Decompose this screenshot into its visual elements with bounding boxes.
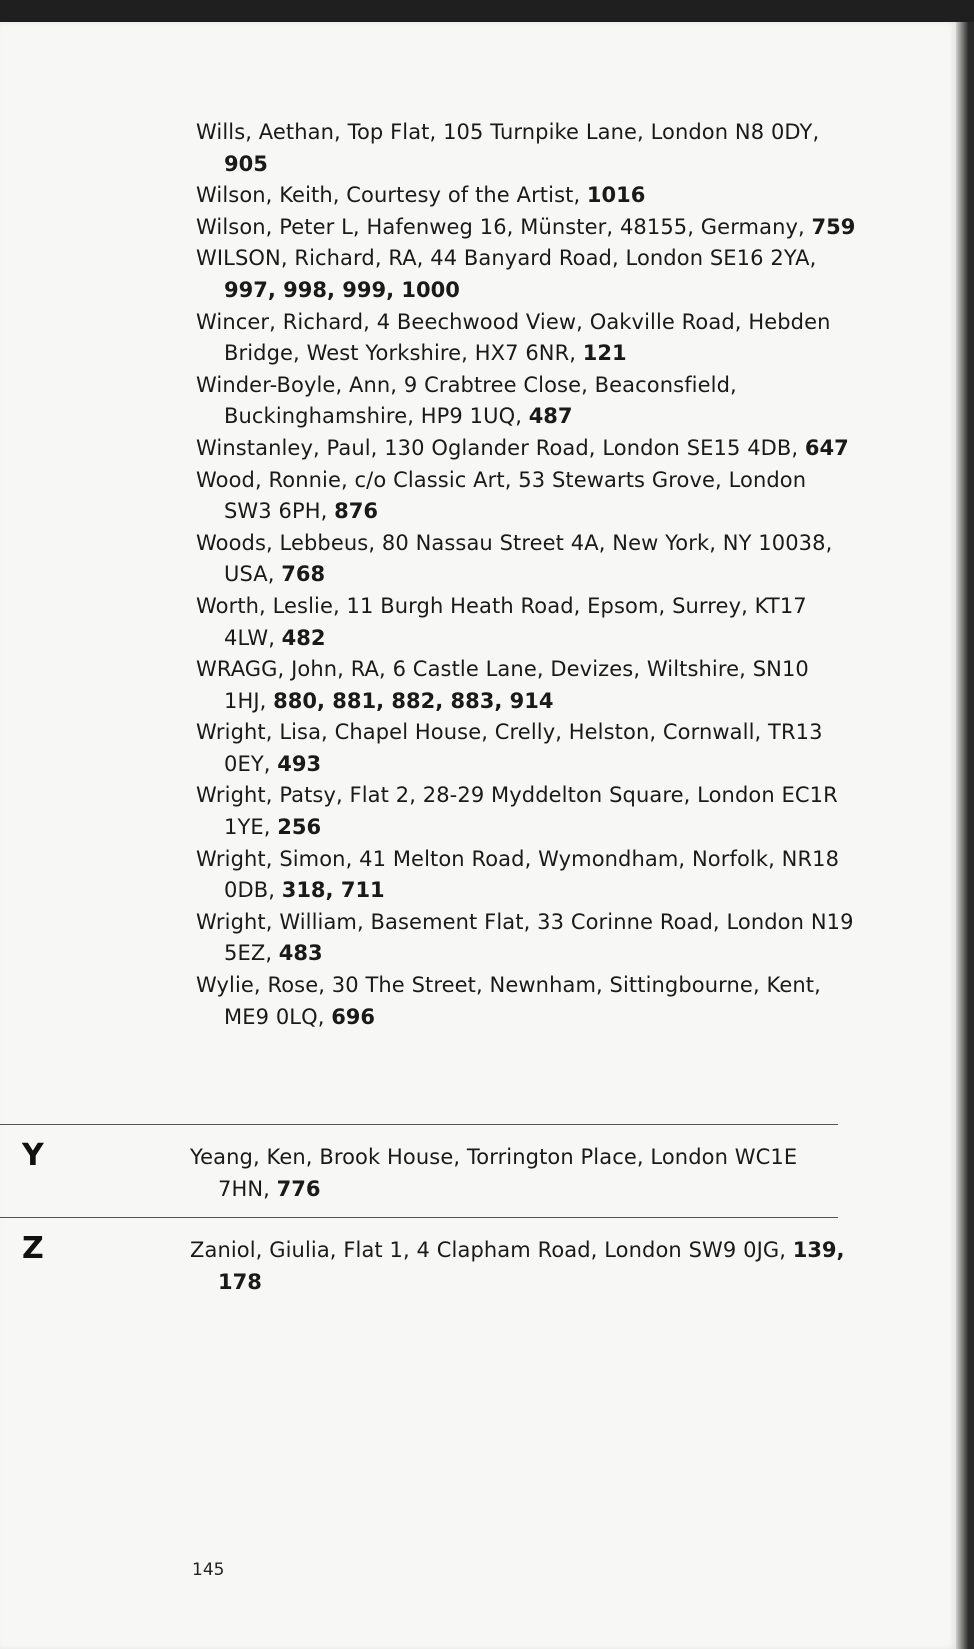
entry-pages: 487	[528, 404, 573, 429]
index-entry	[196, 180, 856, 212]
section-letter: Z	[22, 1231, 44, 1266]
index-entry	[190, 1142, 850, 1205]
entry-text: Wilson, Peter L, Hafenweg 16, Münster, 48155, Germany,	[196, 214, 805, 239]
index-entry	[196, 970, 856, 1033]
index-entry	[196, 780, 856, 843]
entry-text: Wood, Ronnie, c/o Classic Art, 53 Stewarts Grove, London SW3 6PH,	[196, 467, 807, 524]
entry-text: Wylie, Rose, 30 The Street, Newnham, Sittingbourne, Kent, ME9 0LQ,	[196, 973, 821, 1029]
entry-text: Wright, William, Basement Flat, 33 Corinne Road, London N19 5EZ,	[196, 909, 854, 966]
entry-pages: 256	[277, 815, 322, 840]
entry-text: Winder-Boyle, Ann, 9 Crabtree Close, Beaconsfield, Buckinghamshire, HP9 1UQ,	[196, 372, 737, 429]
entry-pages: 696	[331, 1004, 376, 1029]
section-divider	[0, 1124, 838, 1125]
entry-pages: 121	[582, 341, 627, 366]
entry-text: Yeang, Ken, Brook House, Torrington Place, London WC1E 7HN,	[190, 1145, 798, 1201]
index-entry	[196, 907, 856, 970]
entry-pages: 493	[277, 751, 322, 776]
index-entry	[196, 591, 856, 654]
entry-text: Wilson, Keith, Courtesy of the Artist,	[196, 183, 581, 208]
entry-text: WILSON, Richard, RA, 44 Banyard Road, London SE16 2YA,	[196, 246, 817, 271]
entry-pages: 483	[278, 941, 323, 966]
entry-pages: 768	[281, 562, 326, 587]
index-entry	[196, 370, 856, 433]
entry-pages: 318, 711	[281, 878, 385, 903]
page-edge	[956, 22, 974, 1649]
entry-text: Wincer, Richard, 4 Beechwood View, Oakville Road, Hebden Bridge, West Yorkshire, HX7 6NR,	[196, 309, 831, 366]
entry-text: Winstanley, Paul, 130 Oglander Road, London SE15 4DB,	[196, 435, 799, 460]
entry-text: Wills, Aethan, Top Flat, 105 Turnpike Lane, London N8 0DY,	[196, 120, 820, 144]
index-entry	[196, 528, 856, 591]
index-entry	[196, 433, 856, 465]
index-entry	[196, 717, 856, 780]
page-number: 145	[192, 1560, 225, 1580]
index-entry	[196, 212, 856, 244]
entry-pages: 776	[276, 1176, 321, 1201]
entry-text: Wright, Patsy, Flat 2, 28-29 Myddelton Square, London EC1R 1YE,	[196, 783, 838, 840]
entry-pages: 647	[804, 435, 849, 460]
entry-pages: 482	[281, 625, 326, 650]
entry-pages: 759	[811, 214, 856, 239]
index-entry-line	[190, 1142, 850, 1205]
section-letter: Y	[22, 1138, 44, 1173]
entry-pages: 1016	[586, 183, 646, 208]
entry-pages: 997, 998, 999, 1000	[224, 277, 460, 302]
entry-text: Worth, Leslie, 11 Burgh Heath Road, Epsom, Surrey, KT17 4LW,	[196, 593, 807, 650]
entry-text: WRAGG, John, RA, 6 Castle Lane, Devizes, Wiltshire, SN10 1HJ,	[196, 657, 809, 713]
index-entry-line	[190, 1235, 850, 1298]
entry-pages: 905	[224, 151, 268, 176]
entry-pages: 139, 178	[218, 1238, 845, 1294]
index-entry	[196, 243, 856, 306]
section-divider	[0, 1217, 838, 1218]
index-entries-w	[196, 117, 856, 1033]
index-entry	[196, 654, 856, 717]
index-entry	[190, 1235, 850, 1298]
entry-text: Woods, Lebbeus, 80 Nassau Street 4A, New York, NY 10038, USA,	[196, 530, 833, 587]
entry-pages: 876	[334, 499, 378, 524]
index-entry	[196, 307, 856, 370]
entry-pages: 880, 881, 882, 883, 914	[273, 688, 554, 713]
entry-text: Zaniol, Giulia, Flat 1, 4 Clapham Road, London SW9 0JG,	[190, 1238, 787, 1262]
index-entry	[196, 844, 856, 907]
entry-text: Wright, Lisa, Chapel House, Crelly, Helston, Cornwall, TR13 0EY,	[196, 720, 823, 776]
entry-text: Wright, Simon, 41 Melton Road, Wymondham, Norfolk, NR18 0DB,	[196, 846, 840, 903]
index-entry	[196, 117, 856, 180]
index-entry	[196, 465, 856, 528]
